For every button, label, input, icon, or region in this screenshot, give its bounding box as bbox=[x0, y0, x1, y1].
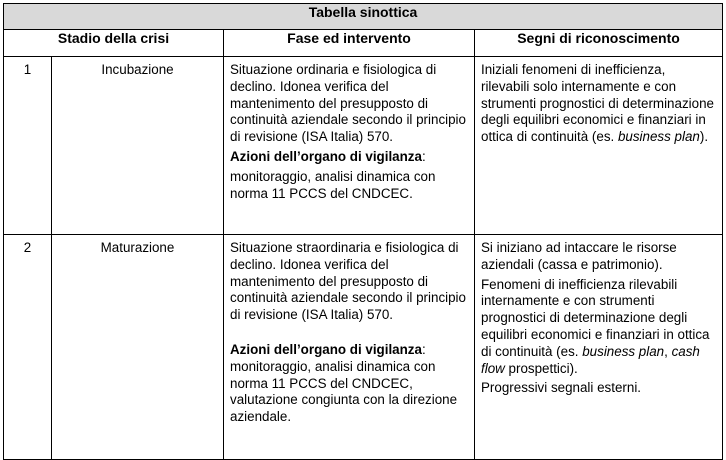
synoptic-table bbox=[3, 3, 723, 460]
row-signs-cell bbox=[475, 57, 723, 235]
row-number: 2 bbox=[4, 235, 52, 460]
row-number: 1 bbox=[4, 57, 52, 235]
table-row bbox=[4, 235, 723, 460]
table-title: Tabella sinottica bbox=[4, 4, 723, 30]
signs-emphasis-2: cash flow bbox=[481, 343, 700, 376]
paragraph-spacer bbox=[230, 324, 468, 342]
signs-emphasis: business plan bbox=[617, 129, 700, 145]
header-stage: Stadio della crisi bbox=[4, 30, 224, 57]
table-row bbox=[4, 57, 723, 235]
signs-paragraph bbox=[481, 62, 716, 146]
signs-text: Iniziali fenomeni di inefficienza, rilevabili solo internamente e con strumenti prognostici di determinazione degli equilibri economici e finanziari in ottica di continuità (es. bbox=[481, 62, 714, 145]
actions-description: monitoraggio, analisi dinamica con norma 11 PCCS del CNDCEC. bbox=[230, 168, 436, 201]
actions-description: monitoraggio, analisi dinamica con norma 11 PCCS del CNDCEC, valutazione congiunta con la direzione aziendale. bbox=[230, 358, 458, 425]
actions-colon: : bbox=[421, 148, 426, 164]
signs-text-end: prospettici). bbox=[504, 360, 578, 376]
actions-heading bbox=[230, 149, 468, 166]
synoptic-table-frame bbox=[3, 3, 722, 447]
phase-description: Situazione ordinaria e fisiologica di declino. Idonea verifica del mantenimento del presupposto di continuità aziendale secondo il principio di revisione (ISA Italia) 570. bbox=[230, 62, 466, 145]
signs-separator: , bbox=[664, 343, 672, 359]
row-phase-cell bbox=[224, 57, 475, 235]
row-signs-cell bbox=[475, 235, 723, 460]
signs-text: Fenomeni di inefficienza rilevabili internamente e con strumenti prognostici di determinazione degli equilibri economici e finanziari in ottica di continuità (es. bbox=[481, 276, 710, 359]
row-stage: Maturazione bbox=[52, 235, 224, 460]
actions-label: Azioni dell’organo di vigilanza bbox=[230, 341, 422, 357]
signs-paragraph-3: Progressivi segnali esterni. bbox=[481, 380, 642, 396]
header-phase: Fase ed intervento bbox=[224, 30, 475, 57]
actions-label: Azioni dell’organo di vigilanza bbox=[230, 148, 422, 164]
row-stage: Incubazione bbox=[52, 57, 224, 235]
actions-paragraph bbox=[230, 342, 468, 426]
header-signs: Segni di riconoscimento bbox=[475, 30, 723, 57]
signs-emphasis-1: business plan bbox=[582, 343, 665, 359]
table-title-row bbox=[4, 4, 723, 30]
row-phase-cell bbox=[224, 235, 475, 460]
signs-paragraph-1: Si iniziano ad intaccare le risorse aziendali (cassa e patrimonio). bbox=[481, 240, 677, 272]
phase-description: Situazione straordinaria e fisiologica di declino. Idonea verifica del mantenimento del presupposto di continuità aziendale secondo il principio di revisione (ISA Italia) 570. bbox=[230, 240, 466, 323]
table-header-row bbox=[4, 30, 723, 57]
actions-colon: : bbox=[421, 341, 426, 357]
signs-paragraph-2 bbox=[481, 277, 716, 378]
signs-text-end: ). bbox=[699, 129, 709, 145]
